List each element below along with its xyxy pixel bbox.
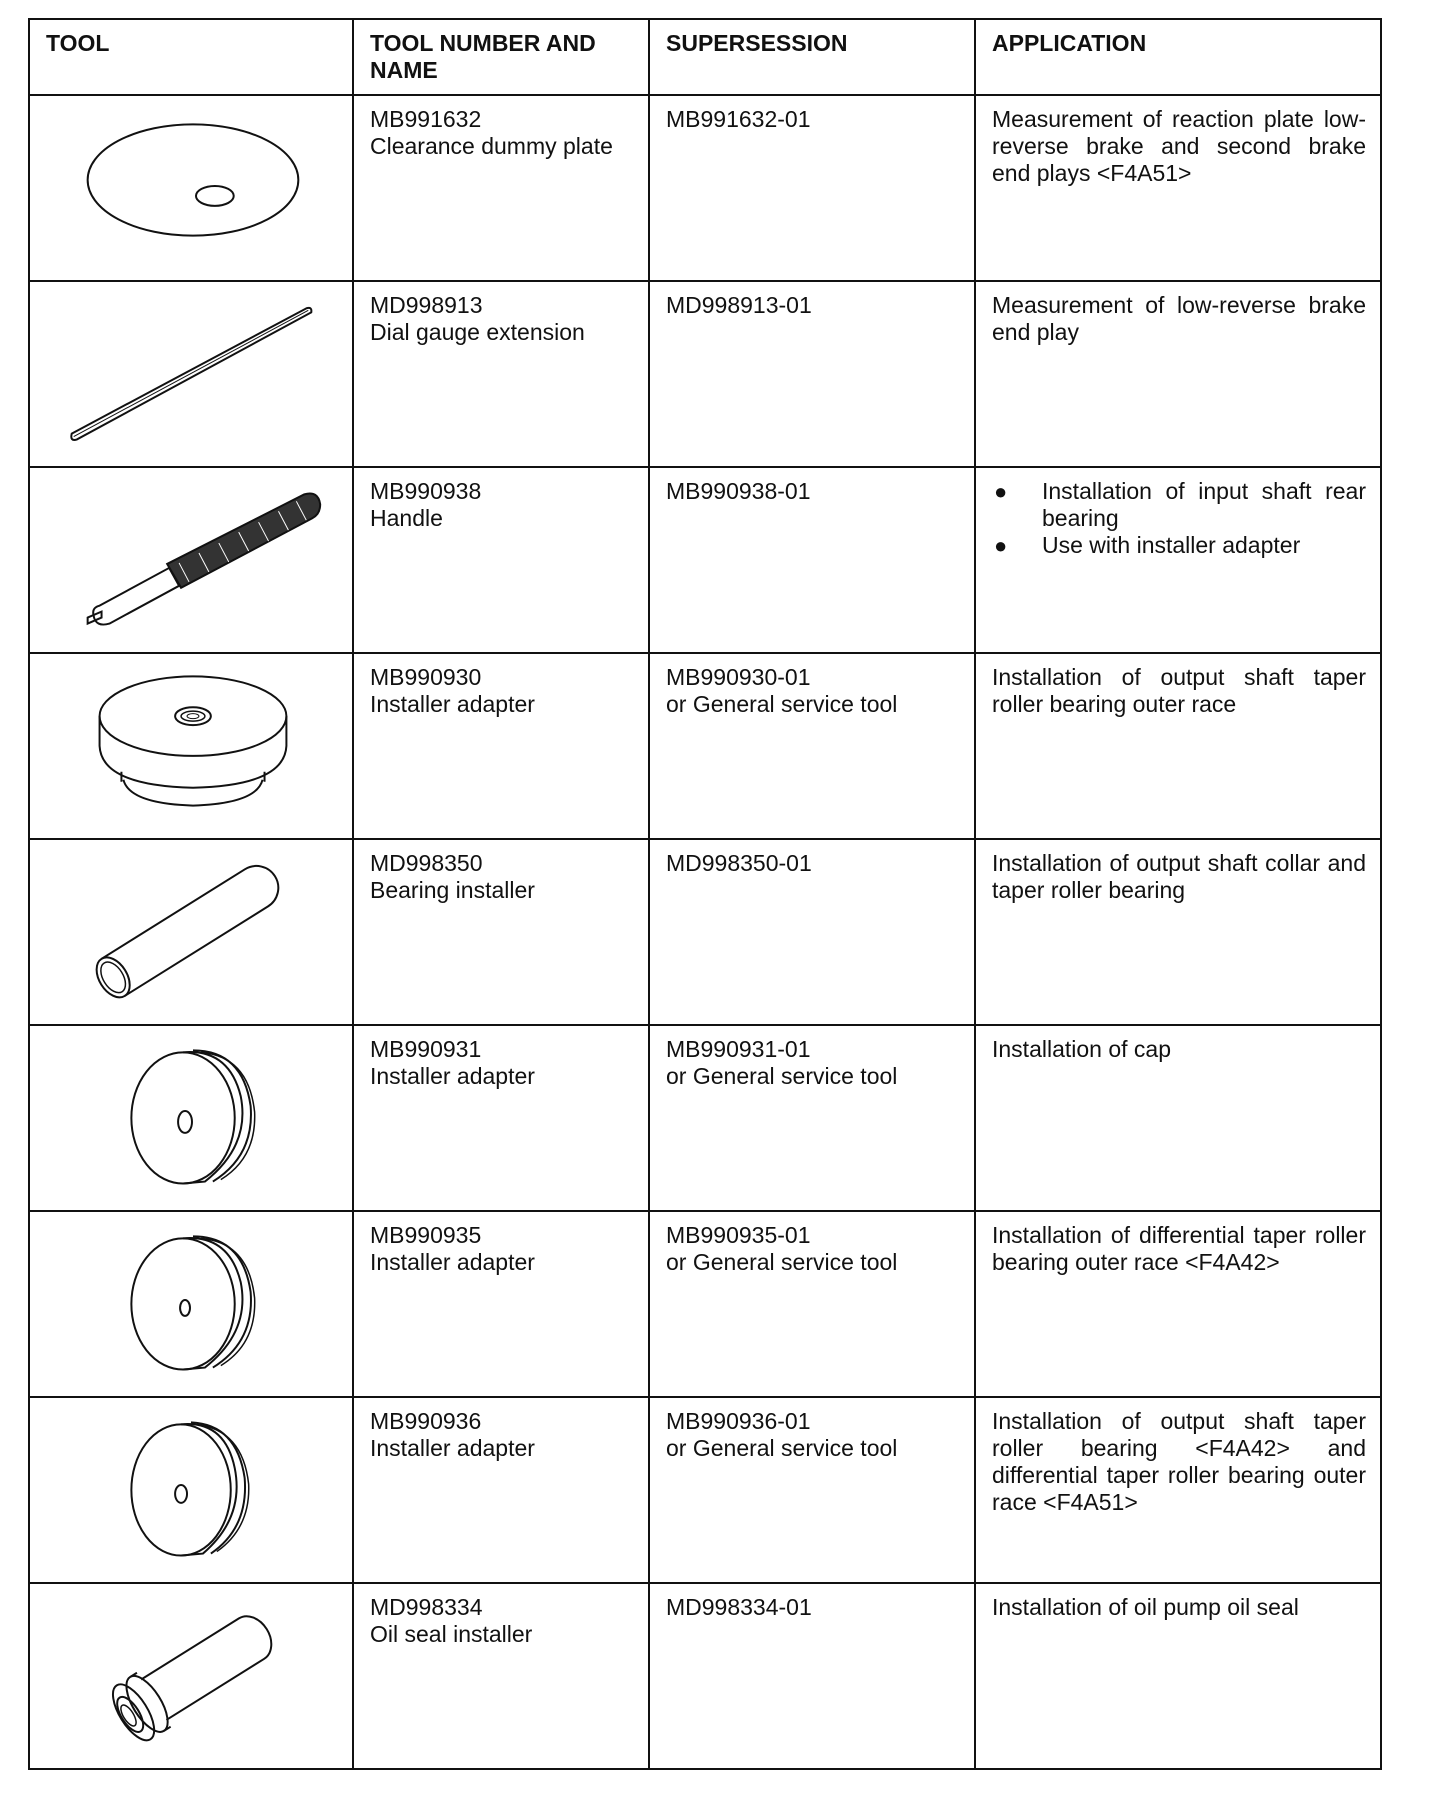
- supersession-cell: [649, 839, 975, 1025]
- supersession-number: MD998913-01: [666, 292, 812, 318]
- supersession-number: MB990931-01: [666, 1036, 811, 1062]
- tool-number-name-cell: [353, 1211, 649, 1397]
- tool-number: MD998334: [370, 1594, 483, 1620]
- tool-number: MD998350: [370, 850, 483, 876]
- tool-number: MD998913: [370, 292, 483, 318]
- tool-name: Dial gauge extension: [370, 319, 585, 345]
- bearing-installer-icon: [30, 840, 352, 1010]
- header-application: APPLICATION: [975, 19, 1381, 95]
- application-text: Installation of input shaft rear bearing: [1042, 478, 1366, 531]
- application-text: Installation of output shaft taper roller bearing <F4A42> and differential taper roller bearing outer race <F4A51>: [992, 1408, 1366, 1515]
- header-supersession: SUPERSESSION: [649, 19, 975, 95]
- tool-illustration-cell: [29, 467, 353, 653]
- supersession-cell: [649, 1583, 975, 1769]
- tool-number: MB990938: [370, 478, 482, 504]
- supersession-number: MB990936-01: [666, 1408, 811, 1434]
- tool-illustration-cell: [29, 653, 353, 839]
- tool-illustration-cell: [29, 839, 353, 1025]
- header-tool: TOOL: [29, 19, 353, 95]
- tool-illustration-cell: [29, 281, 353, 467]
- tool-number: MB990936: [370, 1408, 482, 1434]
- header-tool-number-name: TOOL NUMBER AND NAME: [353, 19, 649, 95]
- tool-name: Handle: [370, 505, 443, 531]
- installer-adapter-disc-icon: [30, 1398, 352, 1568]
- oil-seal-installer-icon: [30, 1584, 352, 1754]
- application-text: Installation of output shaft taper roller bearing outer race: [992, 664, 1366, 717]
- tool-name: Installer adapter: [370, 1435, 535, 1461]
- application-cell: [975, 95, 1381, 281]
- tool-name: Installer adapter: [370, 1249, 535, 1275]
- supersession-cell: [649, 281, 975, 467]
- application-cell: [975, 281, 1381, 467]
- supersession-cell: [649, 95, 975, 281]
- table-row: [29, 1211, 1381, 1397]
- application-cell: [975, 467, 1381, 653]
- tool-number-name-cell: [353, 1583, 649, 1769]
- tool-name: Installer adapter: [370, 691, 535, 717]
- tool-number-name-cell: [353, 467, 649, 653]
- installer-adapter-icon: [30, 654, 352, 824]
- tool-number: MB990930: [370, 664, 482, 690]
- tool-number: MB990935: [370, 1222, 482, 1248]
- tool-number-name-cell: [353, 653, 649, 839]
- table-row: [29, 839, 1381, 1025]
- header-row: [29, 19, 1381, 95]
- bullet-icon: ●: [994, 479, 1008, 504]
- tool-number-name-cell: [353, 1397, 649, 1583]
- dummy-plate-icon: [30, 96, 352, 266]
- supersession-number: MB991632-01: [666, 106, 811, 132]
- supersession-cell: [649, 1211, 975, 1397]
- application-text: Installation of cap: [992, 1036, 1172, 1062]
- table-row: [29, 467, 1381, 653]
- supersession-number: MB990930-01: [666, 664, 811, 690]
- application-text: Measurement of low-reverse brake end play: [992, 292, 1366, 345]
- supersession-number: MB990935-01: [666, 1222, 811, 1248]
- tool-number-name-cell: [353, 281, 649, 467]
- table-row: [29, 281, 1381, 467]
- table-row: [29, 95, 1381, 281]
- table-row: [29, 1397, 1381, 1583]
- supersession-note: or General service tool: [666, 691, 898, 717]
- application-text: Installation of differential taper roller bearing outer race <F4A42>: [992, 1222, 1366, 1275]
- tool-number-name-cell: [353, 1025, 649, 1211]
- application-text: Installation of output shaft collar and taper roller bearing: [992, 850, 1366, 903]
- table-row: [29, 1583, 1381, 1769]
- tool-illustration-cell: [29, 95, 353, 281]
- tool-number-name-cell: [353, 95, 649, 281]
- supersession-note: or General service tool: [666, 1435, 898, 1461]
- application-cell: [975, 1583, 1381, 1769]
- application-cell: [975, 1397, 1381, 1583]
- tool-name: Oil seal installer: [370, 1621, 533, 1647]
- application-text: Installation of oil pump oil seal: [992, 1594, 1299, 1620]
- tool-name: Bearing installer: [370, 877, 535, 903]
- tool-illustration-cell: [29, 1211, 353, 1397]
- supersession-cell: [649, 1397, 975, 1583]
- table-row: [29, 1025, 1381, 1211]
- tool-number-name-cell: [353, 839, 649, 1025]
- tool-illustration-cell: [29, 1397, 353, 1583]
- dial-gauge-extension-icon: [30, 282, 352, 452]
- bullet-icon: ●: [994, 533, 1008, 558]
- special-tools-table: [28, 18, 1382, 1770]
- application-text: Measurement of reaction plate low-reverse brake and second brake end plays <F4A51>: [992, 106, 1366, 186]
- supersession-cell: [649, 1025, 975, 1211]
- application-cell: [975, 1211, 1381, 1397]
- supersession-cell: [649, 653, 975, 839]
- tool-number: MB991632: [370, 106, 482, 132]
- table-row: [29, 653, 1381, 839]
- installer-adapter-disc-icon: [30, 1026, 352, 1196]
- supersession-cell: [649, 467, 975, 653]
- tool-illustration-cell: [29, 1025, 353, 1211]
- application-cell: [975, 839, 1381, 1025]
- list-item: [992, 478, 1366, 532]
- tool-name: Clearance dummy plate: [370, 133, 613, 159]
- application-cell: [975, 1025, 1381, 1211]
- supersession-number: MD998334-01: [666, 1594, 812, 1620]
- tool-number: MB990931: [370, 1036, 482, 1062]
- supersession-number: MD998350-01: [666, 850, 812, 876]
- supersession-number: MB990938-01: [666, 478, 811, 504]
- list-item: [992, 532, 1366, 559]
- tool-illustration-cell: [29, 1583, 353, 1769]
- supersession-note: or General service tool: [666, 1063, 898, 1089]
- supersession-note: or General service tool: [666, 1249, 898, 1275]
- application-bullet-list: [992, 478, 1366, 559]
- application-text: Use with installer adapter: [1042, 532, 1301, 558]
- handle-icon: [30, 468, 352, 638]
- application-cell: [975, 653, 1381, 839]
- tool-name: Installer adapter: [370, 1063, 535, 1089]
- installer-adapter-disc-icon: [30, 1212, 352, 1382]
